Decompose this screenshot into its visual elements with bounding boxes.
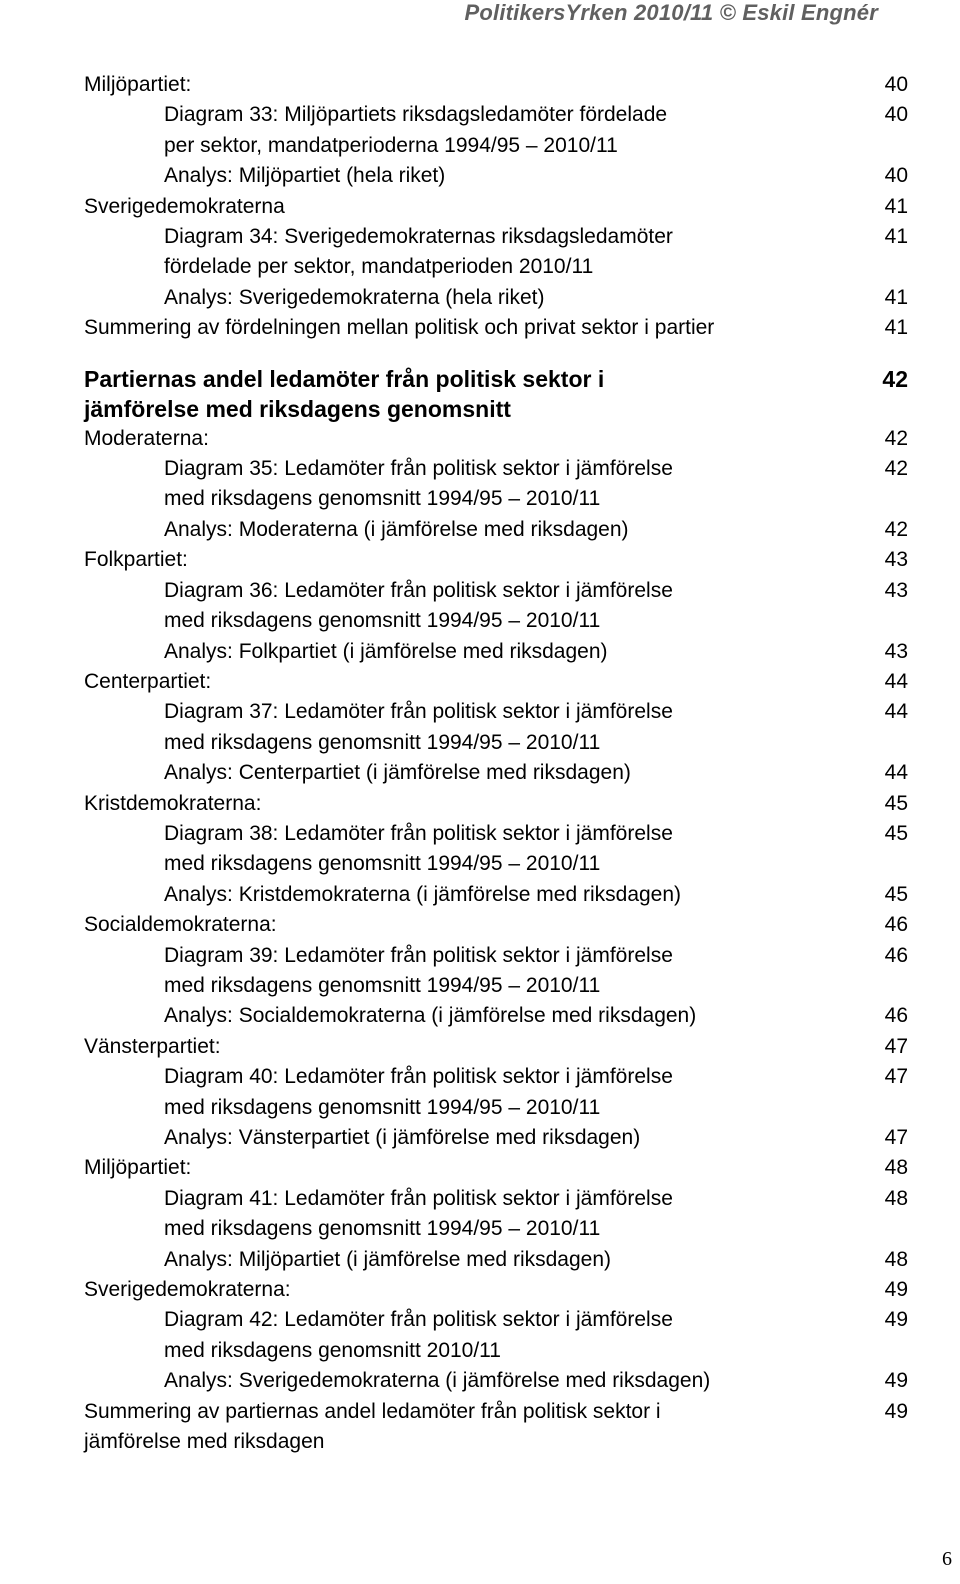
toc-section-entry[interactable] bbox=[84, 313, 908, 343]
toc-entry-title: Diagram 35: Ledamöter från politisk sektor i jämförelse med riksdagens genomsnitt 1994/95 – 2010/11 bbox=[164, 457, 673, 511]
toc-entry-title: Analys: Kristdemokraterna (i jämförelse med riksdagen) bbox=[164, 882, 682, 906]
toc-entry-page: 46 bbox=[884, 913, 908, 937]
toc-entry-title: Sverigedemokraterna bbox=[84, 194, 285, 218]
toc-entry-page: 44 bbox=[884, 669, 908, 693]
toc-section-entry[interactable] bbox=[84, 70, 908, 100]
toc-entry-title: Miljöpartiet: bbox=[84, 73, 192, 96]
toc-entry-title: Centerpartiet: bbox=[84, 669, 212, 693]
toc-entry-page: 49 bbox=[884, 1399, 908, 1423]
toc-subsection-entry[interactable] bbox=[84, 697, 908, 758]
toc-entry-page: 41 bbox=[884, 194, 908, 218]
toc-section-entry[interactable] bbox=[84, 667, 908, 697]
toc-entry-page: 40 bbox=[884, 164, 908, 188]
toc-entry-title: Analys: Sverigedemokraterna (i jämförelse med riksdagen) bbox=[164, 1369, 711, 1393]
toc-section-entry[interactable] bbox=[84, 192, 908, 222]
toc-entry-page: 49 bbox=[884, 1308, 908, 1332]
toc-entry-page: 43 bbox=[884, 548, 908, 572]
toc-entry-title: Kristdemokraterna: bbox=[84, 791, 262, 815]
toc-subsection-entry[interactable] bbox=[84, 1366, 908, 1396]
running-header bbox=[0, 0, 960, 26]
toc-entry-page: 48 bbox=[884, 1247, 908, 1271]
toc-entry-page: 41 bbox=[884, 285, 908, 309]
toc-section-entry[interactable] bbox=[84, 789, 908, 819]
toc-entry-page: 45 bbox=[884, 882, 908, 906]
toc-section-entry[interactable] bbox=[84, 1397, 908, 1458]
header-title: PolitikersYrken 2010/11 © Eskil Engnér bbox=[464, 0, 878, 25]
toc-chapter-entry[interactable] bbox=[84, 364, 908, 424]
toc-entry-page: 47 bbox=[884, 1126, 908, 1149]
toc-section-entry[interactable] bbox=[84, 1032, 908, 1062]
page-number: 6 bbox=[942, 1548, 952, 1570]
table-of-contents bbox=[84, 70, 908, 1457]
toc-section-entry[interactable] bbox=[84, 1153, 908, 1183]
toc-entry-page: 46 bbox=[884, 943, 908, 967]
toc-entry-page: 43 bbox=[884, 639, 908, 663]
toc-entry-page: 44 bbox=[884, 761, 908, 785]
toc-entry-page: 42 bbox=[884, 517, 908, 541]
toc-subsection-entry[interactable] bbox=[84, 222, 908, 283]
toc-subsection-entry[interactable] bbox=[84, 161, 908, 191]
toc-entry-page: 48 bbox=[884, 1156, 908, 1180]
toc-entry-title: Analys: Folkpartiet (i jämförelse med riksdagen) bbox=[164, 639, 608, 663]
toc-entry-page: 45 bbox=[884, 821, 908, 845]
toc-section-entry[interactable] bbox=[84, 910, 908, 940]
toc-subsection-entry[interactable] bbox=[84, 819, 908, 880]
toc-section-entry[interactable] bbox=[84, 545, 908, 575]
toc-entry-title: Analys: Centerpartiet (i jämförelse med riksdagen) bbox=[164, 761, 631, 785]
toc-subsection-entry[interactable] bbox=[84, 454, 908, 515]
toc-subsection-entry[interactable] bbox=[84, 1123, 908, 1153]
toc-subsection-entry[interactable] bbox=[84, 100, 908, 161]
toc-entry-page: 42 bbox=[884, 426, 908, 450]
toc-entry-title: Sverigedemokraterna: bbox=[84, 1278, 291, 1302]
toc-entry-page: 40 bbox=[884, 73, 908, 96]
toc-entry-title: Socialdemokraterna: bbox=[84, 913, 277, 937]
toc-entry-page: 44 bbox=[884, 700, 908, 724]
toc-entry-page: 45 bbox=[884, 791, 908, 815]
toc-entry-page: 47 bbox=[884, 1065, 908, 1089]
toc-entry-title: Analys: Vänsterpartiet (i jämförelse med riksdagen) bbox=[164, 1126, 641, 1149]
toc-subsection-entry[interactable] bbox=[84, 1001, 908, 1031]
toc-subsection-entry[interactable] bbox=[84, 1062, 908, 1123]
toc-entry-title: Analys: Sverigedemokraterna (hela riket) bbox=[164, 285, 545, 309]
toc-entry-title: Diagram 42: Ledamöter från politisk sektor i jämförelse med riksdagens genomsnitt 2010/11 bbox=[164, 1308, 673, 1362]
toc-subsection-entry[interactable] bbox=[84, 880, 908, 910]
toc-entry-page: 40 bbox=[884, 103, 908, 127]
toc-subsection-entry[interactable] bbox=[84, 515, 908, 545]
toc-entry-title: Diagram 39: Ledamöter från politisk sektor i jämförelse med riksdagens genomsnitt 1994/95 – 2010/11 bbox=[164, 943, 673, 997]
toc-section-entry[interactable] bbox=[84, 1275, 908, 1305]
toc-entry-title: Vänsterpartiet: bbox=[84, 1034, 221, 1058]
toc-subsection-entry[interactable] bbox=[84, 283, 908, 313]
toc-entry-page: 42 bbox=[882, 365, 908, 392]
toc-entry-title: Diagram 40: Ledamöter från politisk sektor i jämförelse med riksdagens genomsnitt 1994/95 – 2010/11 bbox=[164, 1065, 673, 1119]
toc-entry-title: Diagram 37: Ledamöter från politisk sektor i jämförelse med riksdagens genomsnitt 1994/95 – 2010/11 bbox=[164, 700, 673, 754]
toc-entry-page: 46 bbox=[884, 1004, 908, 1028]
toc-entry-page: 42 bbox=[884, 457, 908, 481]
toc-entry-page: 41 bbox=[884, 225, 908, 249]
toc-entry-title: Diagram 36: Ledamöter från politisk sektor i jämförelse med riksdagens genomsnitt 1994/95 – 2010/11 bbox=[164, 578, 673, 633]
toc-subsection-entry[interactable] bbox=[84, 1305, 908, 1366]
toc-entry-title: Miljöpartiet: bbox=[84, 1156, 192, 1180]
toc-entry-title: Summering av fördelningen mellan politisk och privat sektor i partier bbox=[84, 316, 715, 340]
toc-entry-title: Diagram 38: Ledamöter från politisk sektor i jämförelse med riksdagens genomsnitt 1994/95 – 2010/11 bbox=[164, 821, 673, 876]
toc-subsection-entry[interactable] bbox=[84, 576, 908, 637]
toc-entry-page: 49 bbox=[884, 1369, 908, 1393]
toc-entry-title: Folkpartiet: bbox=[84, 548, 188, 572]
toc-subsection-entry[interactable] bbox=[84, 941, 908, 1002]
toc-entry-title: Partiernas andel ledamöter från politisk sektor i jämförelse med riksdagens genomsnitt bbox=[84, 365, 605, 422]
toc-subsection-entry[interactable] bbox=[84, 637, 908, 667]
toc-subsection-entry[interactable] bbox=[84, 1245, 908, 1275]
toc-entry-page: 47 bbox=[884, 1034, 908, 1058]
toc-entry-page: 43 bbox=[884, 578, 908, 602]
toc-entry-title: Analys: Miljöpartiet (hela riket) bbox=[164, 164, 446, 188]
toc-entry-page: 48 bbox=[884, 1186, 908, 1210]
toc-entry-title: Analys: Moderaterna (i jämförelse med riksdagen) bbox=[164, 517, 629, 541]
toc-entry-title: Diagram 41: Ledamöter från politisk sektor i jämförelse med riksdagens genomsnitt 1994/95 – 2010/11 bbox=[164, 1186, 673, 1241]
toc-entry-title: Analys: Miljöpartiet (i jämförelse med riksdagen) bbox=[164, 1247, 611, 1271]
toc-entry-title: Diagram 33: Miljöpartiets riksdagsledamöter fördelade per sektor, mandatperioderna 1994/95 – 2010/11 bbox=[164, 103, 668, 157]
toc-entry-page: 41 bbox=[884, 316, 908, 340]
toc-subsection-entry[interactable] bbox=[84, 758, 908, 788]
toc-entry-title: Moderaterna: bbox=[84, 426, 209, 450]
toc-entry-title: Summering av partiernas andel ledamöter från politisk sektor i jämförelse med riksdagen bbox=[84, 1399, 661, 1454]
toc-entry-title: Analys: Socialdemokraterna (i jämförelse med riksdagen) bbox=[164, 1004, 697, 1028]
toc-subsection-entry[interactable] bbox=[84, 1184, 908, 1245]
toc-section-entry[interactable] bbox=[84, 424, 908, 454]
toc-entry-page: 49 bbox=[884, 1278, 908, 1302]
toc-entry-title: Diagram 34: Sverigedemokraternas riksdagsledamöter fördelade per sektor, mandatperioden 2010/11 bbox=[164, 225, 673, 279]
